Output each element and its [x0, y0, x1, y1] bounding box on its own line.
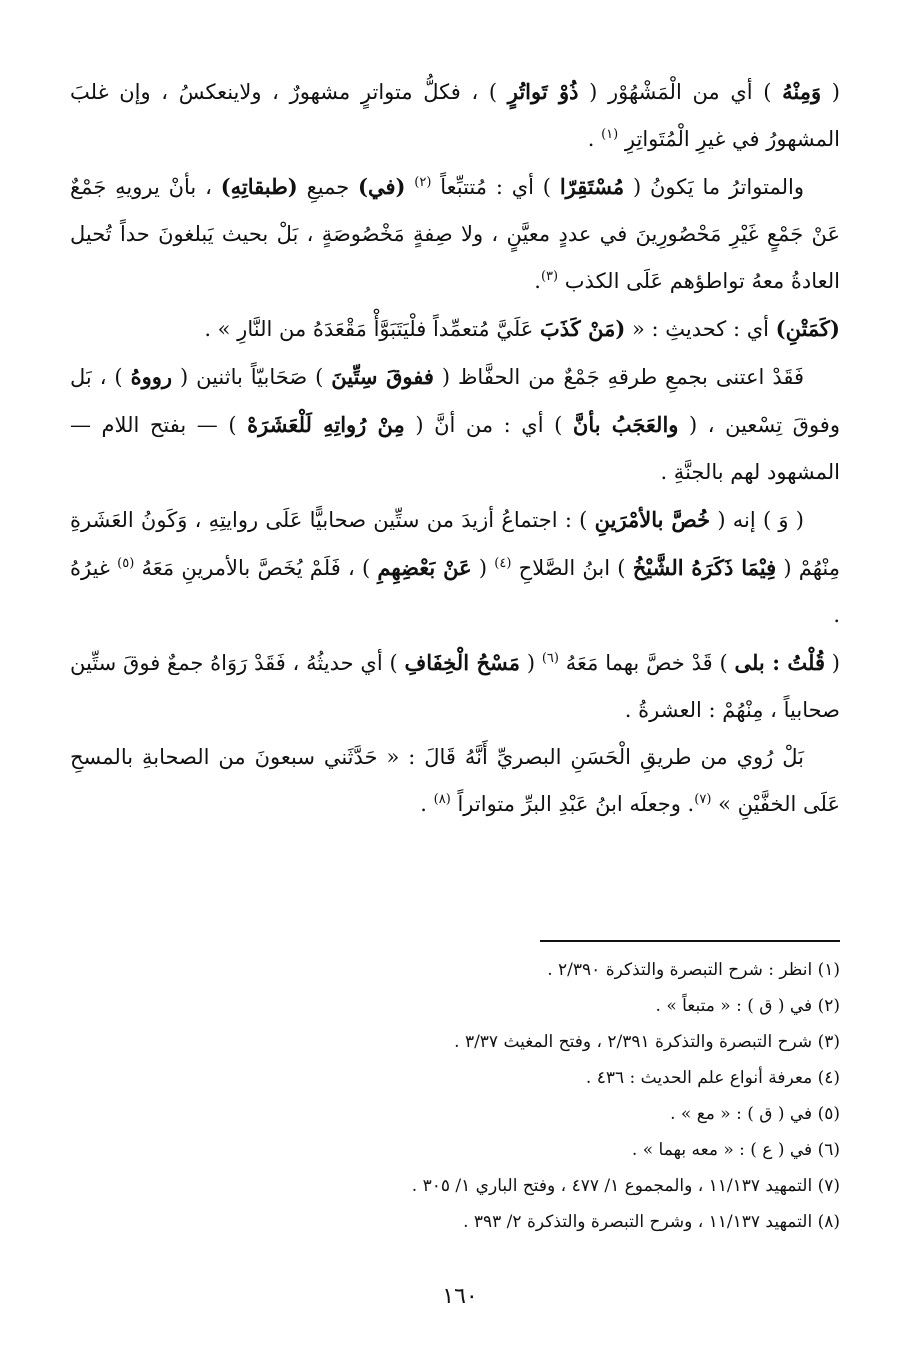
- text-segment: والمتواترُ ما يَكونُ (: [624, 175, 804, 199]
- text-segment: ) قَدْ خصَّ بهما مَعَهُ: [558, 651, 735, 675]
- bold-text: (مَنْ كَذَبَ: [540, 316, 626, 341]
- text-segment: (: [825, 651, 840, 675]
- text-segment: ) ، بَل وفوقَ تِسْعين ، (: [70, 365, 840, 437]
- footnote-ref: (٣): [540, 269, 559, 284]
- footnote-ref: (٧): [694, 792, 712, 807]
- paragraph: [70, 305, 840, 353]
- paragraph: [70, 353, 840, 496]
- text-segment: عَلَيَّ مُتعمِّداً فلْيَتَبَوَّأْ مَقْعَدَهُ من النَّارِ » .: [204, 317, 540, 341]
- text-segment: .: [534, 269, 541, 293]
- footnote-ref: (٥): [117, 556, 135, 571]
- paragraph: [70, 734, 840, 828]
- footnote-line: (١) انظر : شرح التبصرة والتذكرة ٢/٣٩٠ .: [547, 960, 840, 980]
- bold-text: مِنْ رُواتِهِ لَلْعَشَرَهْ: [247, 412, 405, 437]
- footnote-ref: (١): [601, 127, 619, 142]
- bold-text: رووهُ: [130, 364, 173, 389]
- text-segment: ) أي : مُتتبِّعاً: [431, 175, 560, 199]
- bold-text: قُلْتُ : بلى: [734, 650, 825, 675]
- footnote-ref: (٨): [433, 792, 451, 807]
- footnote-ref: (٤): [494, 556, 512, 571]
- footnote-ref: (٦): [541, 651, 559, 666]
- main-text: [70, 68, 840, 828]
- text-segment: جميعِ: [297, 175, 359, 199]
- text-segment: [405, 175, 414, 199]
- text-segment: ، بأنْ يرويهِ جَمْعٌ عَنْ جَمْعٍ غَيْرِ مَحْصُورِينَ في عددٍ معيَّنٍ ، ولا صِفةٍ مَخْصُوصَةٍ ، بَلْ بحيث يَبلغونَ حداً تُحيل العادةُ معهُ تواطؤهم عَلَى الكذب: [70, 175, 840, 293]
- text-segment: ( وَ ) إنه (: [710, 508, 804, 532]
- footnote-line: (٤) معرفة أنواع علم الحديث : ٤٣٦ .: [585, 1068, 840, 1088]
- text-segment: ) : اجتماعُ أزيدَ من ستِّين صحابيًّا عَلَى روايتِهِ ، وَكَونُ العَشَرةِ مِنْهُمْ (: [70, 508, 841, 580]
- text-segment: أي : كحديثِ : «: [625, 317, 776, 341]
- footnote-line: (٣) شرح التبصرة والتذكرة ٢/٣٩١ ، وفتح المغيث ٣/٣٧ .: [454, 1032, 840, 1052]
- bold-text: ذُوْ تَواتُرٍ: [507, 79, 579, 104]
- paragraph: [70, 68, 840, 163]
- text-segment: .: [587, 127, 602, 151]
- text-segment: (: [471, 556, 495, 580]
- text-segment: بَلْ رُوي من طريقِ الْحَسَنِ البصريِّ أَنَّهُ قَالَ : « حَدَّثَني سبعونَ من الصحابةِ بالمسحِ عَلَى الخفَّيْنِ »: [70, 745, 840, 816]
- text-segment: . وجعلَه ابنُ عَبْدِ البرِّ متواتراً: [450, 792, 695, 816]
- text-segment: ) ، فَلَمْ يُخَصَّ بالأمرينِ مَعَهُ: [134, 556, 378, 580]
- text-segment: ) — بفتح اللام — المشهود لهم بالجنَّةِ .: [70, 413, 840, 484]
- text-segment: (: [520, 651, 542, 675]
- bold-text: (في): [358, 174, 406, 199]
- footnote-line: (٦) في ( ع ) : « معه بهما » .: [631, 1140, 840, 1160]
- bold-text: وَمِنْهُ: [782, 79, 822, 104]
- bold-text: (طبقاتِهِ): [220, 174, 298, 199]
- footnote-separator: [540, 940, 840, 942]
- text-segment: .: [420, 792, 434, 816]
- text-segment: ) صَحَابيّاً باثنين (: [172, 365, 332, 389]
- text-segment: فَقَدْ اعتنى بجمعِ طرقهِ جَمْعٌ من الحفَّاظ (: [433, 365, 805, 389]
- text-segment: ) أي من الْمَشْهُوْر (: [578, 80, 783, 104]
- footnote-line: (٥) في ( ق ) : « مع » .: [670, 1104, 840, 1124]
- bold-text: (كَمَتْنِ): [775, 316, 840, 341]
- text-segment: ) ابنُ الصَّلاحِ: [511, 556, 633, 580]
- text-segment: ) أي : من أنَّ (: [404, 413, 573, 437]
- bold-text: خُصَّ بالأمْرَينِ: [594, 507, 711, 532]
- paragraph: [70, 163, 840, 305]
- bold-text: مَسْحُ الْخِفَافِ: [404, 650, 521, 675]
- text-segment: (: [821, 80, 840, 104]
- footnote-line: (٢) في ( ق ) : « متبعاً » .: [655, 996, 840, 1016]
- bold-text: والعَجَبُ بأنَّ: [572, 412, 679, 437]
- text-segment: ) ، فكلُّ متواترٍ مشهورٌ ، ولاينعكسُ ، وإن غلبَ المشهورُ في غيرِ الْمُتَواتِرِ: [70, 80, 840, 151]
- paragraph: [70, 639, 840, 734]
- bold-text: فِيْمَا ذَكَرَهُ الشَّيْخُ: [632, 555, 777, 580]
- footnote-ref: (٢): [414, 175, 432, 190]
- page-number: ١٦٠: [442, 1284, 478, 1309]
- footnote-line: (٧) التمهيد ١١/١٣٧ ، والمجموع ١/ ٤٧٧ ، وفتح الباري ١/ ٣٠٥ .: [411, 1176, 840, 1196]
- text-segment: غيرُهُ .: [70, 556, 840, 627]
- bold-text: ففوقَ سِتِّينَ: [331, 364, 434, 389]
- bold-text: عَنْ بَعْضِهِمِ: [377, 555, 472, 580]
- bold-text: مُسْتَقِرّا: [559, 174, 625, 199]
- footnotes: [300, 952, 840, 1240]
- text-segment: ) أي حديثُهُ ، فَقَدْ رَوَاهُ جمعٌ فوقَ ستِّين صحابياً ، مِنْهُمْ : العشرةُ .: [70, 651, 840, 722]
- footnote-line: (٨) التمهيد ١١/١٣٧ ، وشرح التبصرة والتذكرة ٢/ ٣٩٣ .: [463, 1212, 840, 1232]
- paragraph: [70, 496, 840, 639]
